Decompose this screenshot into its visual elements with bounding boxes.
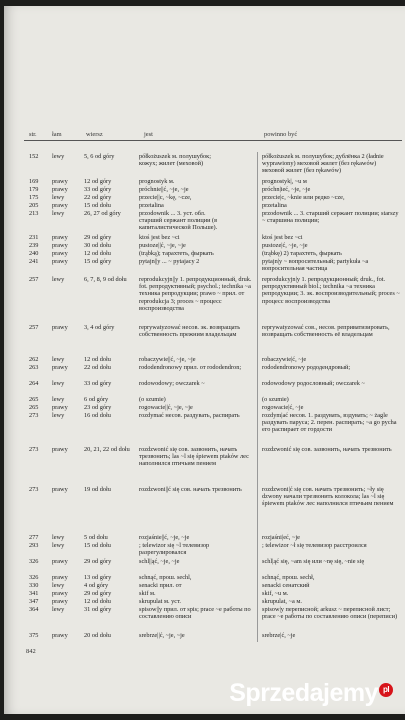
row-incorrect	[139, 324, 257, 338]
row-column: prawy	[52, 178, 68, 185]
row-lines	[84, 542, 134, 549]
row-incorrect-text: (trąbką); тарахтеть, фыркать	[139, 250, 214, 257]
row-correct-text: rodowodowy родословный; owczarek ~	[262, 380, 365, 387]
row-column: lewy	[52, 194, 65, 201]
row-incorrect-text: ; telewizor się ~l телевизор разрегулировался	[139, 542, 210, 557]
row-correct-text: reprywatyzować сов., несов. реприватизировать, возвращать собственность её владельцам	[262, 324, 390, 339]
row-lines-text: 15 od dołu	[84, 202, 111, 209]
row-lines-text: 20, 21, 22 od dołu	[84, 446, 130, 453]
row-lines-text: 22 od góry	[84, 194, 112, 201]
row-incorrect	[139, 194, 257, 201]
row-lines-text: 20 od dołu	[84, 632, 111, 639]
row-lines-text: 23 od góry	[84, 404, 112, 411]
row-correct	[262, 558, 400, 565]
row-page: 213	[29, 210, 39, 217]
row-incorrect-text: przetalina	[139, 202, 164, 209]
row-lines	[84, 606, 134, 613]
row-correct-text: rozdzwoni|ć się сов. начать трезвонить; ~ły się dzwony начали трезвонить колокола; las ~l się śpiewem ptaków лес наполнился птичьим пением	[262, 486, 394, 508]
row-correct	[262, 324, 400, 338]
row-page: 264	[29, 380, 39, 387]
row-lines	[84, 396, 134, 403]
row-page: 326	[29, 574, 39, 581]
row-incorrect	[139, 186, 257, 193]
header-powinno: powinno być	[264, 131, 298, 138]
row-incorrect-text: schnąć, прош. sechl,	[139, 574, 192, 581]
row-correct	[262, 186, 400, 193]
row-lines	[84, 178, 134, 185]
row-column: lewy	[52, 396, 65, 403]
row-correct	[262, 598, 400, 605]
row-lines	[84, 404, 134, 411]
row-column: prawy	[52, 574, 68, 581]
header-rule	[24, 140, 402, 141]
row-incorrect	[139, 606, 257, 620]
row-lines	[84, 194, 134, 201]
row-incorrect-text: spisow||y прил. от spis; prace ~e работы по составлению описи	[139, 606, 251, 621]
row-lines	[84, 534, 134, 541]
row-correct	[262, 242, 400, 249]
row-correct-text: меховой жилет (без rękawów)	[262, 167, 342, 175]
row-page: 265	[29, 404, 39, 411]
row-column: lewy	[52, 210, 65, 217]
row-incorrect-text: rogowacie||ć, ~je, ~je	[139, 404, 193, 411]
row-page: 341	[29, 590, 39, 597]
document-page	[4, 6, 405, 714]
row-page: 205	[29, 202, 39, 209]
row-lines-text: 12 od dołu	[84, 356, 111, 363]
row-incorrect	[139, 234, 257, 241]
row-incorrect-text: przecie||c, ~kę, ~cze,	[139, 194, 192, 201]
row-incorrect	[139, 364, 257, 371]
row-lines-text: 31 od góry	[84, 606, 112, 613]
watermark-logo	[229, 679, 393, 708]
row-lines-text: 30 od dołu	[84, 242, 111, 249]
header-str: str.	[29, 131, 37, 138]
row-incorrect-text: pustoze||ć, ~je, ~je	[139, 242, 186, 249]
row-lines-text: 12 od dołu	[84, 250, 111, 257]
row-page: 293	[29, 542, 39, 549]
row-correct	[262, 276, 400, 305]
row-column: prawy	[52, 234, 68, 241]
row-lines-text: 15 od dołu	[84, 542, 111, 549]
row-lines	[84, 574, 134, 581]
row-incorrect	[139, 574, 257, 581]
row-incorrect	[139, 632, 257, 639]
row-correct-text: ktoś jest bez ~ci	[262, 234, 303, 241]
row-correct	[262, 202, 400, 209]
row-incorrect	[139, 380, 257, 387]
row-page: 364	[29, 606, 39, 613]
row-page: 152	[29, 153, 39, 160]
row-page: 257	[29, 276, 39, 283]
row-incorrect	[139, 542, 257, 556]
row-incorrect-text: schl||ąć, ~je, ~je	[139, 558, 180, 565]
row-incorrect-text: rozdzwoni||ć się сов. начать трезвонить	[139, 486, 242, 493]
row-correct	[262, 606, 400, 620]
row-correct-text: półkożuszek м. полушубок; дублёнка 2 (ładnie wyprawiony) меховой жилет (без rękawów)	[262, 153, 384, 168]
row-incorrect-text: reprodukcyjn||y 1. репродукционный, druk. fot. репродуктивный; psychol.; technika ~a техника репродукции; prawo ~ прил. от reprodukcja 3; proces ~ процесс воспроизводства	[139, 276, 252, 312]
row-column: prawy	[52, 250, 68, 257]
row-correct-text: ; telewizor ~ł się телевизор расстроился	[262, 542, 367, 549]
row-correct-text: schnąć, прош. sechł,	[262, 574, 315, 581]
row-incorrect-text: skrupulat м. уст.	[139, 598, 181, 605]
row-lines	[84, 590, 134, 597]
row-correct	[262, 364, 400, 371]
row-lines-text: 15 od góry	[84, 258, 112, 265]
row-incorrect	[139, 276, 257, 312]
row-correct-text: pustoze|ć, ~je, ~je	[262, 242, 308, 249]
row-correct-text: rozdzwonić się сов. зазвонить, начать трезвонить	[262, 446, 392, 453]
row-incorrect	[139, 356, 257, 363]
row-column: prawy	[52, 598, 68, 605]
row-correct	[262, 380, 400, 387]
row-correct	[262, 412, 400, 434]
row-page: 179	[29, 186, 39, 193]
row-incorrect	[139, 242, 257, 249]
row-lines-text: 26, 27 od góry	[84, 210, 121, 217]
row-incorrect	[139, 258, 257, 265]
row-correct-text: (trąbkę) 2) тарахтеть, фыркать	[262, 250, 342, 257]
row-correct	[262, 404, 400, 411]
row-incorrect-text: srebrze||ć, ~je, ~je	[139, 632, 185, 639]
row-page: 257	[29, 324, 39, 331]
row-incorrect	[139, 486, 257, 493]
header-lam: łam	[52, 131, 62, 138]
row-lines-text: 22 od dołu	[84, 364, 111, 371]
row-correct-text: pytajn|y ~ вопросительный; partykuła ~a вопросительная частица	[262, 258, 369, 273]
row-lines-text: 33 od góry	[84, 186, 112, 193]
row-lines	[84, 582, 134, 589]
row-correct	[262, 234, 400, 241]
row-page: 262	[29, 356, 39, 363]
row-correct-text: reprodukcyjn|y 1. репродукционный; druk., fot. репродуктивный biol.; technika ~a техника репродукции; 3. эк. воспроизводительный; proces ~ процесс воспроизводства	[262, 276, 400, 305]
row-incorrect-text: prognostyk м.	[139, 178, 175, 185]
row-incorrect	[139, 202, 257, 209]
header-wiersz: wiersz	[86, 131, 103, 138]
row-correct	[262, 178, 400, 185]
row-lines	[84, 598, 134, 605]
row-correct-text: rododendronowy рододендровый;	[262, 364, 351, 371]
row-incorrect	[139, 412, 257, 419]
row-incorrect	[139, 590, 257, 597]
row-incorrect-text: przodownik ... 3. уст. обл.	[139, 210, 206, 217]
row-page: 239	[29, 242, 39, 249]
row-correct	[262, 250, 400, 257]
row-lines-text: 29 od góry	[84, 590, 112, 597]
row-column: lewy	[52, 412, 65, 419]
row-column: lewy	[52, 582, 65, 589]
row-lines	[84, 234, 134, 241]
row-page: 277	[29, 534, 39, 541]
row-lines	[84, 210, 134, 217]
row-incorrect	[139, 446, 257, 468]
row-page: 347	[29, 598, 39, 605]
row-incorrect-text: старший сержант полиции (в капиталистической Польше).	[139, 217, 218, 232]
row-incorrect-text: skif м.	[139, 590, 156, 597]
row-column: prawy	[52, 632, 68, 639]
row-incorrect	[139, 396, 257, 403]
row-correct-text: skrupulat, ~a м.	[262, 598, 302, 605]
row-page: 326	[29, 558, 39, 565]
row-lines	[84, 186, 134, 193]
row-incorrect-text: półkożuszek м. полушубок;	[139, 153, 211, 160]
row-lines-text: 19 od dołu	[84, 486, 111, 493]
row-incorrect-text: rodowodowy; owczarek ~	[139, 380, 205, 387]
row-correct-text: schl|ąć się, ~am się или ~nę się, ~nie się	[262, 558, 365, 565]
row-incorrect-text: pytajn||y ... ~ pytajacy 2	[139, 258, 200, 265]
row-lines	[84, 258, 134, 265]
row-incorrect	[139, 598, 257, 605]
row-correct-text: rogowacie|ć, ~je	[262, 404, 304, 411]
row-column: prawy	[52, 324, 68, 331]
row-lines	[84, 412, 134, 419]
row-incorrect-text: rozdzwonić się сов. зазвонить, начать трезвонить; las ~l się śpiewem ptaków лес наполнился птичьим пением	[139, 446, 249, 468]
row-incorrect-text: reprywatyzować несов. эк. возвращать собственность прежним владельцам	[139, 324, 241, 339]
row-incorrect-text: rododendronowy прил. от rododendron;	[139, 364, 242, 371]
row-lines-text: 16 od dołu	[84, 412, 111, 419]
row-correct	[262, 258, 400, 272]
row-correct	[262, 632, 400, 639]
row-page: 265	[29, 396, 39, 403]
row-correct	[262, 396, 400, 403]
row-column: prawy	[52, 486, 68, 493]
row-correct-text: rozdym|ać несов. 1. раздувать, вздувать; ~ żagle раздувать паруса; 2. перен. распирать; ~a go pycha его распирает от гордости	[262, 412, 397, 434]
row-lines-text: 5, 6 od góry	[84, 153, 115, 160]
row-lines-text: 12 od góry	[84, 178, 112, 185]
row-incorrect-text: próchnie||ć, ~je, ~je	[139, 186, 189, 193]
row-correct	[262, 356, 400, 363]
row-column: prawy	[52, 258, 68, 265]
row-correct-text: skif, ~u м.	[262, 590, 289, 597]
row-incorrect	[139, 178, 257, 185]
row-correct	[262, 153, 400, 175]
row-column: prawy	[52, 242, 68, 249]
row-incorrect-text: (o szumie)	[139, 396, 166, 403]
row-correct	[262, 590, 400, 597]
row-page: 175	[29, 194, 39, 201]
row-lines	[84, 153, 134, 160]
row-lines-text: 6, 7, 8, 9 od dołu	[84, 276, 127, 283]
watermark-text: Sprzedajemy	[229, 679, 378, 707]
row-lines	[84, 380, 134, 387]
row-column: lewy	[52, 276, 65, 283]
row-lines-text: 12 od dołu	[84, 598, 111, 605]
row-page: 169	[29, 178, 39, 185]
watermark-badge: pl	[379, 683, 393, 697]
row-incorrect	[139, 250, 257, 257]
row-column: prawy	[52, 364, 68, 371]
row-correct-text: senacki сенатский	[262, 582, 310, 589]
row-page: 375	[29, 632, 39, 639]
row-column: lewy	[52, 356, 65, 363]
row-lines-text: 4 od góry	[84, 582, 109, 589]
header-jest: jest	[144, 131, 153, 138]
row-column: lewy	[52, 606, 65, 613]
row-lines	[84, 364, 134, 371]
row-incorrect-text: rozdymać несов. раздувать, распирать	[139, 412, 240, 419]
row-correct	[262, 486, 400, 508]
row-page: 330	[29, 582, 39, 589]
row-incorrect-text: rozjaśnie||ć, ~je, ~je	[139, 534, 190, 541]
row-column: prawy	[52, 202, 68, 209]
row-page: 273	[29, 412, 39, 419]
row-lines	[84, 356, 134, 363]
row-lines	[84, 446, 134, 453]
row-column: prawy	[52, 186, 68, 193]
row-lines	[84, 202, 134, 209]
row-correct-text: próchn|ieć, ~je, ~je	[262, 186, 311, 193]
row-incorrect-text: ktoś jest bez ~ci	[139, 234, 180, 241]
row-correct	[262, 542, 400, 549]
row-incorrect-text: senacki прил. от	[139, 582, 182, 589]
page-number: 842	[26, 648, 36, 655]
row-correct	[262, 210, 400, 224]
row-lines-text: 33 od góry	[84, 380, 112, 387]
row-incorrect-text: кожух; жилет (меховой)	[139, 160, 204, 168]
row-page: 273	[29, 446, 39, 453]
row-incorrect	[139, 404, 257, 411]
row-lines	[84, 242, 134, 249]
row-column: lewy	[52, 542, 65, 549]
row-correct-text: rozjaśni|eć, ~je	[262, 534, 300, 541]
row-page: 240	[29, 250, 39, 257]
row-column: lewy	[52, 153, 65, 160]
row-correct	[262, 574, 400, 581]
row-correct	[262, 446, 400, 453]
row-incorrect	[139, 558, 257, 565]
row-lines-text: 29 od góry	[84, 234, 112, 241]
row-page: 241	[29, 258, 39, 265]
row-incorrect	[139, 210, 257, 232]
row-lines-text: 6 od góry	[84, 396, 109, 403]
row-correct	[262, 194, 400, 201]
row-correct	[262, 534, 400, 541]
row-lines-text: 5 od dołu	[84, 534, 108, 541]
row-correct-text: przodownik ... 3. старший сержант полиции; starszy ~ старшина полиции;	[262, 210, 399, 225]
row-page: 263	[29, 364, 39, 371]
row-column: prawy	[52, 446, 68, 453]
row-lines-text: 29 od góry	[84, 558, 112, 565]
row-correct-text: robaczywie|ć, ~je	[262, 356, 307, 363]
row-lines-text: 3, 4 od góry	[84, 324, 115, 331]
row-column: prawy	[52, 590, 68, 597]
row-page: 273	[29, 486, 39, 493]
row-lines-text: 13 od góry	[84, 574, 112, 581]
row-incorrect	[139, 534, 257, 541]
row-column: lewy	[52, 534, 65, 541]
row-correct-text: (o szumie)	[262, 396, 289, 403]
row-column: lewy	[52, 380, 65, 387]
row-correct-text: przecie|c, ~knie или редко ~cze,	[262, 194, 345, 201]
row-lines	[84, 558, 134, 565]
row-lines	[84, 486, 134, 493]
row-lines	[84, 632, 134, 639]
row-page: 231	[29, 234, 39, 241]
row-correct-text: srebrze|ć, ~je	[262, 632, 296, 639]
row-incorrect	[139, 582, 257, 589]
row-correct-text: prognostyk|, ~u м	[262, 178, 307, 185]
row-correct-text: przetalina	[262, 202, 287, 209]
row-lines	[84, 250, 134, 257]
row-column: prawy	[52, 558, 68, 565]
row-column: prawy	[52, 404, 68, 411]
column-divider	[257, 152, 258, 642]
row-incorrect	[139, 153, 257, 167]
row-incorrect-text: robaczywie||ć, ~je, ~je	[139, 356, 196, 363]
row-correct-text: spisow|y переписной; arkusz ~ переписной лист; prace ~e работы по составлению описи (переписи)	[262, 606, 398, 621]
row-correct	[262, 582, 400, 589]
row-lines	[84, 324, 134, 331]
row-lines	[84, 276, 134, 283]
